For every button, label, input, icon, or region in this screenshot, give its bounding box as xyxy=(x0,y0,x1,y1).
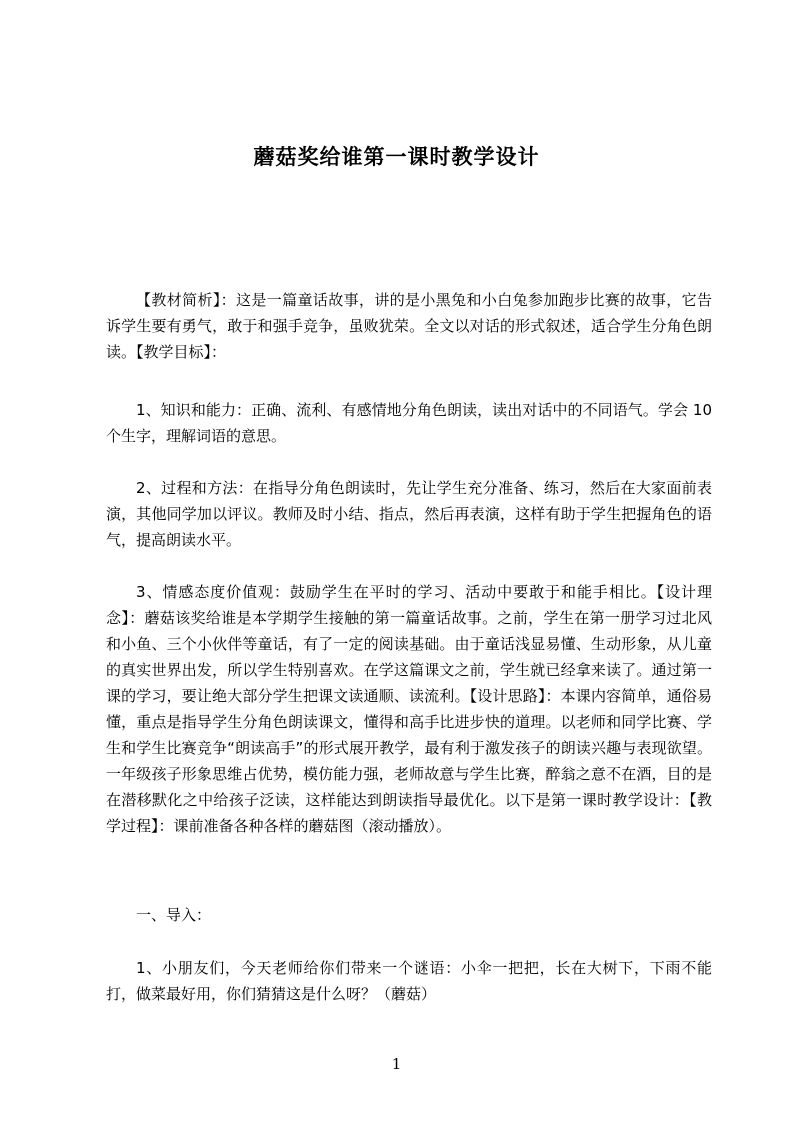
document-title: 蘑菇奖给谁第一课时教学设计 xyxy=(253,145,540,169)
section-heading-introduction: 一、导入： xyxy=(136,906,212,924)
paragraph-objective-process: 2、过程和方法：在指导分角色朗读时，先让学生充分准备、练习，然后在大家面前表演，其他同学加以评议。教师及时小结、指点，然后再表演，这样有助于学生把握角色的语气，提高朗读水平。 xyxy=(106,479,712,549)
paragraph-textbook-analysis: 【教材简析】：这是一篇童话故事，讲的是小黑兔和小白兔参加跑步比赛的故事，它告诉学生要有勇气，敢于和强手竞争，虽败犹荣。全文以对话的形式叙述，适合学生分角色朗读。【教学目标】： xyxy=(106,291,712,361)
page-number: 1 xyxy=(391,1055,402,1073)
paragraph-riddle: 1、小朋友们，今天老师给你们带来一个谜语：小伞一把把，长在大树下，下雨不能打，做菜最好用，你们猜猜这是什么呀？（蘑菇） xyxy=(106,959,712,1003)
paragraph-objective-knowledge: 1、知识和能力：正确、流利、有感情地分角色朗读，读出对话中的不同语气。学会 10 个生字，理解词语的意思。 xyxy=(106,401,712,445)
paragraph-objective-attitude: 3、情感态度价值观：鼓励学生在平时的学习、活动中要敢于和能手相比。【设计理念】：蘑菇该奖给谁是本学期学生接触的第一篇童话故事。之前，学生在第一册学习过北风和小鱼、三个小伙伴等童话，有了一定的阅读基础。由于童话浅显易懂、生动形象，从儿童的真实世界出发，所以学生特别喜欢。在学这篇课文之前，学生就已经拿来读了。通过第一课的学习，要让绝大部分学生把课文读通顺、读流利。【设计思路】：本课内容简单，通俗易懂，重点是指导学生分角色朗读课文，懂得和高手比进步快的道理。以老师和同学比赛、学生和学生比赛竞争“朗读高手”的形式展开教学，最有利于激发孩子的朗读兴趣与表现欲望。一年级孩子形象思维占优势，模仿能力强，老师故意与学生比赛，醉翁之意不在酒，目的是在潜移默化之中给孩子泛读，这样能达到朗读指导最优化。以下是第一课时教学设计：【教学过程】：课前准备各种各样的蘑菇图（滚动播放）。 xyxy=(106,583,712,835)
